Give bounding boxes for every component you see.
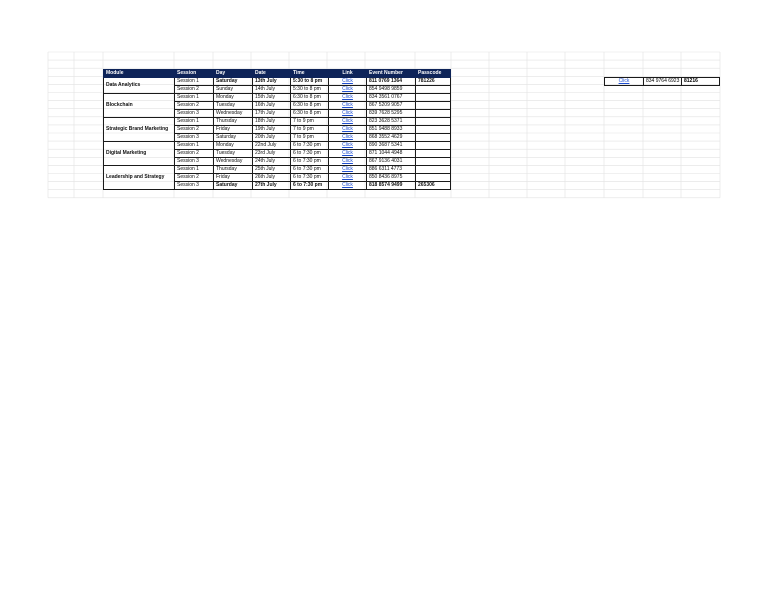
zoom-link[interactable]: Click	[342, 166, 353, 172]
day-cell: Monday	[214, 94, 253, 102]
event-number-cell: 867 9136 4031	[367, 158, 416, 166]
session-cell: Session 3	[175, 134, 214, 142]
zoom-link[interactable]: Click	[342, 102, 353, 108]
date-cell: 15th July	[253, 94, 291, 102]
session-cell: Session 1	[175, 166, 214, 174]
zoom-link[interactable]: Click	[342, 174, 353, 180]
day-cell: Monday	[214, 142, 253, 150]
date-cell: 18th July	[253, 118, 291, 126]
passcode-cell	[416, 174, 451, 182]
passcode-cell	[416, 86, 451, 94]
day-cell: Wednesday	[214, 158, 253, 166]
header-date: Date	[253, 70, 291, 78]
link-cell[interactable]	[329, 182, 367, 190]
passcode-cell	[416, 134, 451, 142]
date-cell: 26th July	[253, 174, 291, 182]
event-number-cell: 868 3552 4629	[367, 134, 416, 142]
header-day: Day	[214, 70, 253, 78]
time-cell: 5:30 to 8 pm	[291, 86, 329, 94]
session-cell: Session 3	[175, 158, 214, 166]
table-row	[104, 94, 451, 102]
passcode-cell: 265306	[416, 182, 451, 190]
passcode-cell	[416, 126, 451, 134]
link-cell[interactable]	[329, 102, 367, 110]
session-cell: Session 1	[175, 142, 214, 150]
time-cell: 6 to 7:30 pm	[291, 142, 329, 150]
link-cell[interactable]	[329, 86, 367, 94]
event-number-cell: 886 6311 4773	[367, 166, 416, 174]
date-cell: 16th July	[253, 102, 291, 110]
side-info-table	[604, 77, 720, 86]
header-passcode: Passcode	[416, 70, 451, 78]
event-number-cell: 871 1044 4948	[367, 150, 416, 158]
date-cell: 17th July	[253, 110, 291, 118]
event-number-cell: 811 0769 1364	[367, 78, 416, 86]
date-cell: 23rd July	[253, 150, 291, 158]
time-cell: 7 to 9 pm	[291, 134, 329, 142]
time-cell: 7 to 9 pm	[291, 118, 329, 126]
time-cell: 6 to 7:30 pm	[291, 150, 329, 158]
event-number-cell: 839 7628 5295	[367, 110, 416, 118]
day-cell: Thursday	[214, 118, 253, 126]
header-row	[104, 70, 451, 78]
session-cell: Session 2	[175, 150, 214, 158]
module-name: Blockchain	[104, 94, 175, 118]
event-number-cell: 818 8574 9499	[367, 182, 416, 190]
link-cell[interactable]	[329, 94, 367, 102]
time-cell: 6:30 to 8 pm	[291, 94, 329, 102]
date-cell: 22nd July	[253, 142, 291, 150]
module-name: Strategic Brand Marketing	[104, 118, 175, 142]
session-cell: Session 1	[175, 94, 214, 102]
date-cell: 19th July	[253, 126, 291, 134]
zoom-link[interactable]: Click	[342, 78, 353, 84]
passcode-cell	[416, 166, 451, 174]
zoom-link[interactable]: Click	[342, 126, 353, 132]
date-cell: 14th July	[253, 86, 291, 94]
date-cell: 27th July	[253, 182, 291, 190]
event-number-cell: 851 9488 8933	[367, 126, 416, 134]
passcode-cell	[416, 150, 451, 158]
passcode-cell	[416, 142, 451, 150]
link-cell[interactable]	[329, 166, 367, 174]
session-cell: Session 3	[175, 110, 214, 118]
header-time: Time	[291, 70, 329, 78]
session-cell: Session 1	[175, 118, 214, 126]
link-cell[interactable]	[329, 126, 367, 134]
zoom-link[interactable]: Click	[342, 158, 353, 164]
zoom-link[interactable]: Click	[342, 118, 353, 124]
passcode-cell: 781226	[416, 78, 451, 86]
link-cell[interactable]	[329, 110, 367, 118]
side-link-cell[interactable]	[605, 78, 644, 86]
link-cell[interactable]	[329, 158, 367, 166]
module-name: Leadership and Strategy	[104, 166, 175, 190]
time-cell: 5:30 to 8 pm	[291, 78, 329, 86]
header-event-number: Event Number	[367, 70, 416, 78]
zoom-link[interactable]: Click	[342, 182, 353, 188]
day-cell: Thursday	[214, 166, 253, 174]
passcode-cell	[416, 102, 451, 110]
time-cell: 7 to 9 pm	[291, 126, 329, 134]
passcode-cell	[416, 158, 451, 166]
time-cell: 6:30 to 8 pm	[291, 102, 329, 110]
time-cell: 6 to 7:30 pm	[291, 182, 329, 190]
day-cell: Friday	[214, 174, 253, 182]
session-cell: Session 3	[175, 182, 214, 190]
day-cell: Wednesday	[214, 110, 253, 118]
side-row	[605, 78, 720, 86]
event-number-cell: 854 9498 9859	[367, 86, 416, 94]
passcode-cell	[416, 110, 451, 118]
header-link: Link	[329, 70, 367, 78]
time-cell: 6 to 7:30 pm	[291, 166, 329, 174]
header-session: Session	[175, 70, 214, 78]
event-number-cell: 867 5209 9057	[367, 102, 416, 110]
session-cell: Session 2	[175, 126, 214, 134]
table-row	[104, 142, 451, 150]
date-cell: 25th July	[253, 166, 291, 174]
passcode-cell	[416, 94, 451, 102]
day-cell: Sunday	[214, 86, 253, 94]
side-passcode: 81216	[682, 78, 720, 86]
link-cell[interactable]	[329, 78, 367, 86]
link-cell[interactable]	[329, 134, 367, 142]
table-row	[104, 118, 451, 126]
day-cell: Friday	[214, 126, 253, 134]
header-module: Module	[104, 70, 175, 78]
side-link[interactable]: Click	[618, 78, 630, 84]
sessions-table	[103, 69, 451, 190]
day-cell: Tuesday	[214, 102, 253, 110]
date-cell: 13th July	[253, 78, 291, 86]
link-cell[interactable]	[329, 174, 367, 182]
zoom-link[interactable]: Click	[342, 142, 353, 148]
zoom-link[interactable]: Click	[342, 110, 353, 116]
event-number-cell: 834 3561 0767	[367, 94, 416, 102]
day-cell: Saturday	[214, 134, 253, 142]
link-cell[interactable]	[329, 142, 367, 150]
side-event-number: 834 9764 6923	[644, 78, 682, 86]
table-row	[104, 166, 451, 174]
date-cell: 20th July	[253, 134, 291, 142]
module-name: Data Analytics	[104, 78, 175, 94]
session-cell: Session 2	[175, 174, 214, 182]
link-cell[interactable]	[329, 118, 367, 126]
event-number-cell: 823 3628 5371	[367, 118, 416, 126]
link-cell[interactable]	[329, 150, 367, 158]
time-cell: 6 to 7:30 pm	[291, 158, 329, 166]
table-row	[104, 78, 451, 86]
day-cell: Saturday	[214, 78, 253, 86]
date-cell: 24th July	[253, 158, 291, 166]
day-cell: Tuesday	[214, 150, 253, 158]
session-cell: Session 1	[175, 78, 214, 86]
event-number-cell: 890 3687 5341	[367, 142, 416, 150]
event-number-cell: 850 8436 8975	[367, 174, 416, 182]
zoom-link[interactable]: Click	[342, 134, 353, 140]
day-cell: Saturday	[214, 182, 253, 190]
module-name: Digital Marketing	[104, 142, 175, 166]
zoom-link[interactable]: Click	[342, 94, 353, 100]
passcode-cell	[416, 118, 451, 126]
zoom-link[interactable]: Click	[342, 150, 353, 156]
zoom-link[interactable]: Click	[342, 86, 353, 92]
time-cell: 6:30 to 8 pm	[291, 110, 329, 118]
session-cell: Session 2	[175, 102, 214, 110]
session-cell: Session 2	[175, 86, 214, 94]
time-cell: 6 to 7:30 pm	[291, 174, 329, 182]
